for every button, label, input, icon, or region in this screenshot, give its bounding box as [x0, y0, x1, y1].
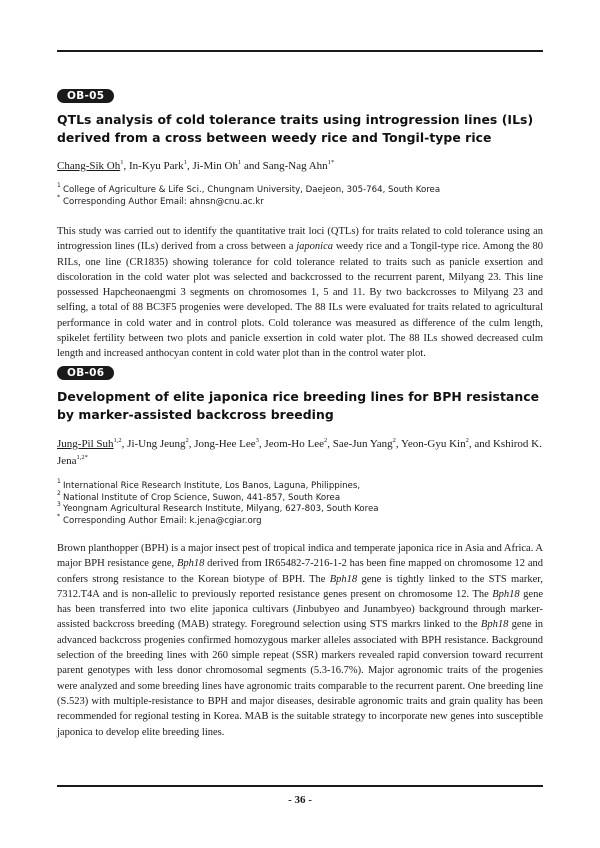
author-name: Chang-Sik Oh	[57, 160, 121, 172]
abstract-body	[57, 541, 543, 740]
abstract-title: Development of elite japonica rice breeding lines for BPH resistance by marker-assisted backcross breeding	[57, 389, 540, 422]
author-affiliation-mark: 3	[255, 437, 259, 444]
author-separator: ,	[188, 438, 195, 450]
abstract-body	[57, 224, 543, 362]
author	[264, 438, 327, 450]
author-separator: ,	[121, 438, 128, 450]
body-text: gene in advanced backcross progenies confirmed homozygous marker alleles associated with BPH resistance. Background selection of the breeding lines with 260 simple repeat (SSR) markers revealed rapid conversion toward recurrent parent genotypes with less donor chromosomal segments (5.3-16.7%). Major agronomic traits of the progenies were analyzed and some breeding lines have agronomic traits comparable to the recurrent parent. One breeding line (S.523) with multiple-resistance to BPH and major diseases, desirable agronomic traits and grain quality has been recommended for regional testing in Korea. MAB is the suitable strategy to incorporate new genes into susceptible japonica to develop elite breeding lines.	[57, 619, 544, 738]
affiliation-text: Corresponding Author Email: ahnsn@cnu.ac.kr	[63, 196, 264, 207]
author-name: Jung-Pil Suh	[57, 438, 114, 450]
body-text: This study was carried out to identify the quantitative trait loci (QTLs) for traits related to cold tolerance using an introgression lines (ILs) derived from a cross between a	[57, 226, 543, 253]
author	[129, 160, 187, 172]
italic-term: Bph18	[176, 558, 205, 570]
author-list	[57, 436, 543, 470]
affiliation	[57, 489, 543, 505]
body-text: gene has been transferred into two elite japonica cultivars (Jinbubyeo and Junambyeo) background through marker-assisted backcross breeding (MAB) strategy. Foreground selection using STS markrs linked to the	[57, 588, 543, 631]
affiliation-text: National Institute of Crop Science, Suwon, 441-857, South Korea	[63, 492, 341, 503]
author-affiliation-mark: 1	[120, 159, 124, 166]
author-name: Ji-Ung Jeung	[127, 438, 186, 450]
author-separator: ,	[186, 160, 193, 172]
author-separator: ,	[123, 160, 129, 172]
affiliation	[57, 512, 543, 528]
body-text: derived from IR65482-7-216-1-2 has been fine mapped on chromosome 12 and confers strong resistance to the Korean biotype of BPH. The	[57, 558, 543, 585]
affiliation	[57, 182, 543, 197]
affiliation-mark: *	[57, 193, 60, 201]
author-separator: ,	[327, 438, 333, 450]
italic-term: Bph18	[480, 619, 509, 631]
author-name: Jong-Hee Lee	[194, 438, 256, 450]
header-rule	[57, 50, 543, 52]
abstract-code-badge: OB-05	[57, 89, 114, 103]
abstract-code-badge: OB-06	[57, 366, 114, 380]
author	[333, 438, 396, 450]
body-text: gene is tightly linked to the STS marker, 7312.T4A and is non-allelic to previously reported resistance genes present on chromosome 12. The	[57, 573, 543, 600]
author-affiliation-mark: 1	[237, 159, 242, 166]
abstract-ob-06	[57, 363, 543, 740]
author-name: Sang-Nag Ahn	[262, 160, 328, 172]
author-affiliation-mark: 2	[323, 437, 328, 444]
author-affiliation-mark: 1	[183, 159, 187, 166]
author-list	[57, 158, 543, 175]
author	[192, 160, 241, 172]
abstract-ob-05	[57, 86, 543, 362]
page-number: - 36 -	[288, 794, 312, 806]
body-text: Brown planthopper (BPH) is a major insect pest of tropical indica and temperate japonica rice in Asia and Africa. A major BPH resistance gene,	[57, 543, 543, 570]
italic-term: japonica	[296, 241, 333, 253]
affiliation-text: Yeongnam Agricultural Research Institute, Milyang, 627-803, South Korea	[63, 504, 379, 514]
affiliation-text: International Rice Research Institute, Los Banos, Laguna, Philippines,	[63, 481, 361, 491]
author-affiliation-mark: 2	[465, 437, 469, 444]
author	[401, 438, 469, 450]
affiliation-mark: 2	[57, 489, 61, 497]
affiliation	[57, 193, 543, 209]
author-affiliation-mark: 1,2	[113, 437, 122, 444]
affiliation-mark: 1	[57, 182, 61, 189]
affiliation-list	[57, 478, 543, 527]
affiliation-mark: 3	[57, 501, 61, 508]
affiliation-mark: *	[57, 512, 60, 520]
author-name: Sae-Jun Yang	[332, 438, 393, 450]
author-affiliation-mark: 1*	[327, 159, 335, 166]
italic-term: Bph18	[329, 573, 358, 585]
affiliation-text: College of Agriculture & Life Sci., Chungnam University, Daejeon, 305-764, South Korea	[63, 185, 441, 195]
affiliation-text: Corresponding Author Email: k.jena@cgiar.org	[63, 515, 262, 526]
author-separator: , and	[468, 438, 493, 450]
author-separator: ,	[395, 438, 401, 450]
affiliation	[57, 478, 543, 493]
author	[57, 438, 122, 450]
affiliation	[57, 501, 543, 516]
abstract-title: QTLs analysis of cold tolerance traits using introgression lines (ILs) derived from a cross between weedy rice and Tongil-type rice	[57, 112, 534, 145]
author	[57, 160, 124, 172]
author-name: In-Kyu Park	[129, 160, 184, 172]
author-name: Jeom-Ho Lee	[264, 438, 324, 450]
affiliation-mark: 1	[57, 478, 61, 485]
author	[194, 438, 259, 450]
author-affiliation-mark: 2	[392, 437, 396, 444]
author-separator: and	[241, 160, 263, 172]
author-name: Ji-Min Oh	[192, 160, 238, 172]
author-name: Yeon-Gyu Kin	[400, 438, 466, 450]
author-affiliation-mark: 1,2*	[76, 454, 88, 461]
author-separator: ,	[258, 438, 265, 450]
footer-rule	[57, 785, 543, 787]
body-text: weedy rice and a Tongil-type rice. Among the 80 RILs, one line (CR1835) showing tolerance for cold tolerance related to traits such as panicle exsertion and discoloration in the cold water plot was selected and backcrossed to the recurrent parent, Milyang 23. This line possessed Hapcheonaengmi 3 segments on chromosomes 1, 5 and 11. By two backcrosses to Milyang 23 and selfing, a total of 88 BC3F5 progenies were developed. The 88 ILs were evaluated for traits related to agricultural performance in cold water and in control plots. Cold tolerance was measured as difference of the culm length, spikelet fertility between two plots and panicle exsertion in cold water plot. The 88 ILs showed decreased culm length and increased anthocyan content in cold water plot than in the control water plot.	[57, 241, 543, 360]
author	[263, 160, 335, 172]
author	[127, 438, 189, 450]
author-affiliation-mark: 2	[185, 437, 189, 444]
affiliation-list	[57, 182, 543, 208]
italic-term: Bph18	[492, 588, 520, 600]
author-name: Kshirod K. Jena	[57, 438, 542, 467]
